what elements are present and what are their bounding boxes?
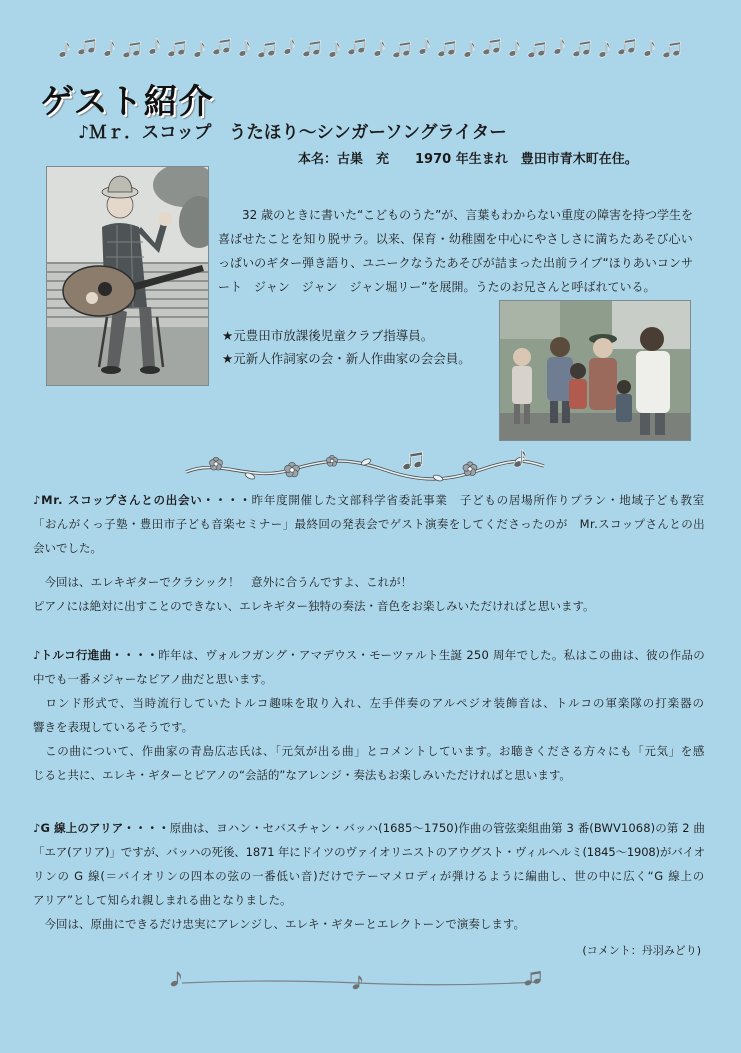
section-line: アリア”として知られ親しまれる曲となりました。 <box>33 893 292 907</box>
guest-bio <box>218 203 693 299</box>
flower-icon <box>285 462 300 477</box>
section-line: 中でも一番メジャーなピアノ曲だと思います。 <box>33 672 273 686</box>
music-note-icon <box>122 42 141 59</box>
section-heading: ♪Mr. スコップさんとの出会い・・・・ <box>33 493 252 507</box>
music-note-icon <box>392 42 411 59</box>
section-heading: ♪G 線上のアリア・・・・ <box>33 821 170 835</box>
section-line: 「エア(アリア)」ですが、バッハの死後、1871 年にドイツのヴァイオリニストのアウグスト・ヴィルヘルミ(1845～1908)がバイオ <box>33 845 705 859</box>
music-note-icon <box>347 39 366 56</box>
section-line: ロンド形式で、当時流行していたトルコ趣味を取り入れ、左手伴奏のアルペジオ装飾音は、トルコの軍楽隊の打楽器の <box>33 696 705 710</box>
section-line <box>33 816 705 840</box>
music-note-icon <box>553 39 565 55</box>
section-line: リンの G 線(＝バイオリンの四本の弦の一番低い音)だけでテーマメロディが弾けるように編曲し、世の中に広く“G 線上の <box>33 869 705 883</box>
music-note-icon <box>170 972 181 988</box>
credential-item: ★元新人作詞家の会・新人作曲家の会会員。 <box>222 351 471 366</box>
flower-icon <box>326 455 337 466</box>
music-note-icon <box>437 41 456 58</box>
music-note-icon <box>508 41 520 57</box>
music-note-icon <box>662 42 681 59</box>
section-line: この曲について、作曲家の青島広志氏は、「元気が出る曲」とコメントしています。お聴きくださる方々にも「元気」を感 <box>33 744 705 758</box>
flower-icon <box>463 462 477 476</box>
music-note-icon <box>402 452 423 471</box>
section-text: 昨年は、ヴォルフガング・アマデウス・モーツァルト生誕 250 周年でした。私はこの曲は、彼の作品の <box>158 648 705 662</box>
music-note-icon <box>617 39 636 56</box>
section-line: 会いでした。 <box>33 541 102 555</box>
children-photo <box>500 301 690 440</box>
guest-real-name: 本名：古巣 充 1970 年生まれ 豊田市青木町在住。 <box>298 152 638 167</box>
guest-credentials <box>222 324 471 370</box>
section-line: 「おんがくっ子塾・豊田市子ども音楽セミナー」最終回の発表会でゲスト演奏をしてくださったのが Mr.スコップさんとの出 <box>33 517 705 531</box>
music-note-icon <box>167 41 186 58</box>
children-photo-image <box>500 301 690 440</box>
section-turkish-march <box>33 643 705 787</box>
guest-photo-image <box>47 167 208 385</box>
music-note-icon <box>463 42 475 58</box>
music-note-icon <box>283 39 295 55</box>
bio-line: ート ジャン ジャン ジャン堀リー”を展開。うたのお兄さんと呼ばれている。 <box>218 280 656 294</box>
section-line: じると共に、エレキ・ギターとピアノの“会話的”なアレンジ・奏法もお楽しみいただければと思います。 <box>33 768 571 782</box>
vine <box>186 456 544 482</box>
music-note-icon <box>257 42 276 59</box>
guest-photo <box>47 167 208 385</box>
music-note-icon <box>193 42 205 58</box>
music-note-border <box>58 32 692 64</box>
music-note-icon <box>643 41 655 57</box>
bio-line: 喜ばせたことを知り脱サラ。以来、保育・幼稚園を中心にやさしさに満ちたあそび心い <box>218 232 693 246</box>
floral-divider <box>180 446 550 484</box>
music-note-icon <box>238 41 250 57</box>
bio-line: 32 歳のときに書いた“こどものうた”が、言葉もわからない重度の障害を持つ学生を <box>242 208 693 222</box>
music-note-icon <box>212 39 231 56</box>
section-text: 昨年度開催した文部科学省委託事業 子どもの居場所作りプラン・地域子ども教室 <box>251 493 705 507</box>
comment-credit: (コメント：丹羽みどり) <box>582 944 701 957</box>
flower-icon <box>210 457 223 470</box>
section-line: 響きを表現しているそうです。 <box>33 720 194 734</box>
section-line <box>33 488 705 512</box>
music-note-icon <box>77 39 96 56</box>
music-note-icon <box>524 971 541 986</box>
music-note-icon <box>598 42 610 58</box>
section-line: 今回は、原曲にできるだけ忠実にアレンジし、エレキ・ギターとエレクトーンで演奏します。 <box>33 917 525 931</box>
section-first-meeting <box>33 488 705 618</box>
section-line: ピアノには絶対に出すことのできない、エレキギター独特の奏法・音色をお楽しみいただければと思います。 <box>33 599 595 613</box>
music-note-icon <box>103 41 115 57</box>
music-note-icon <box>418 39 430 55</box>
section-heading: ♪トルコ行進曲・・・・ <box>33 648 159 662</box>
section-text: 原曲は、ヨハン・セバスチャン・バッハ(1685～1750)作曲の管弦楽組曲第 3 番(BWV1068)の第 2 曲 <box>169 821 706 835</box>
music-note-icon <box>302 41 321 58</box>
music-note-icon <box>328 42 340 58</box>
music-note-icon <box>58 42 70 58</box>
music-note-icon <box>572 41 591 58</box>
page-title: ゲスト紹介 <box>40 82 214 122</box>
music-note-icon <box>482 39 501 56</box>
credential-item: ★元豊田市放課後児童クラブ指導員。 <box>222 328 434 343</box>
bottom-ornament <box>168 966 550 994</box>
bio-line: っぱいのギター弾き語り、ユニークなうたあそびが詰まった出前ライブ“ほりあいコンサ <box>218 256 693 270</box>
music-note-icon <box>373 41 385 57</box>
section-line <box>33 643 705 667</box>
section-air-on-g-string <box>33 816 705 936</box>
section-line: 今回は、エレキギターでクラシック！ 意外に合うんですよ、これが！ <box>33 575 413 589</box>
music-note-icon <box>148 39 160 55</box>
music-note-icon <box>527 42 546 59</box>
guest-name-line: ♪Ｍｒ．スコップ うたほり～シンガーソングライター <box>78 123 507 143</box>
